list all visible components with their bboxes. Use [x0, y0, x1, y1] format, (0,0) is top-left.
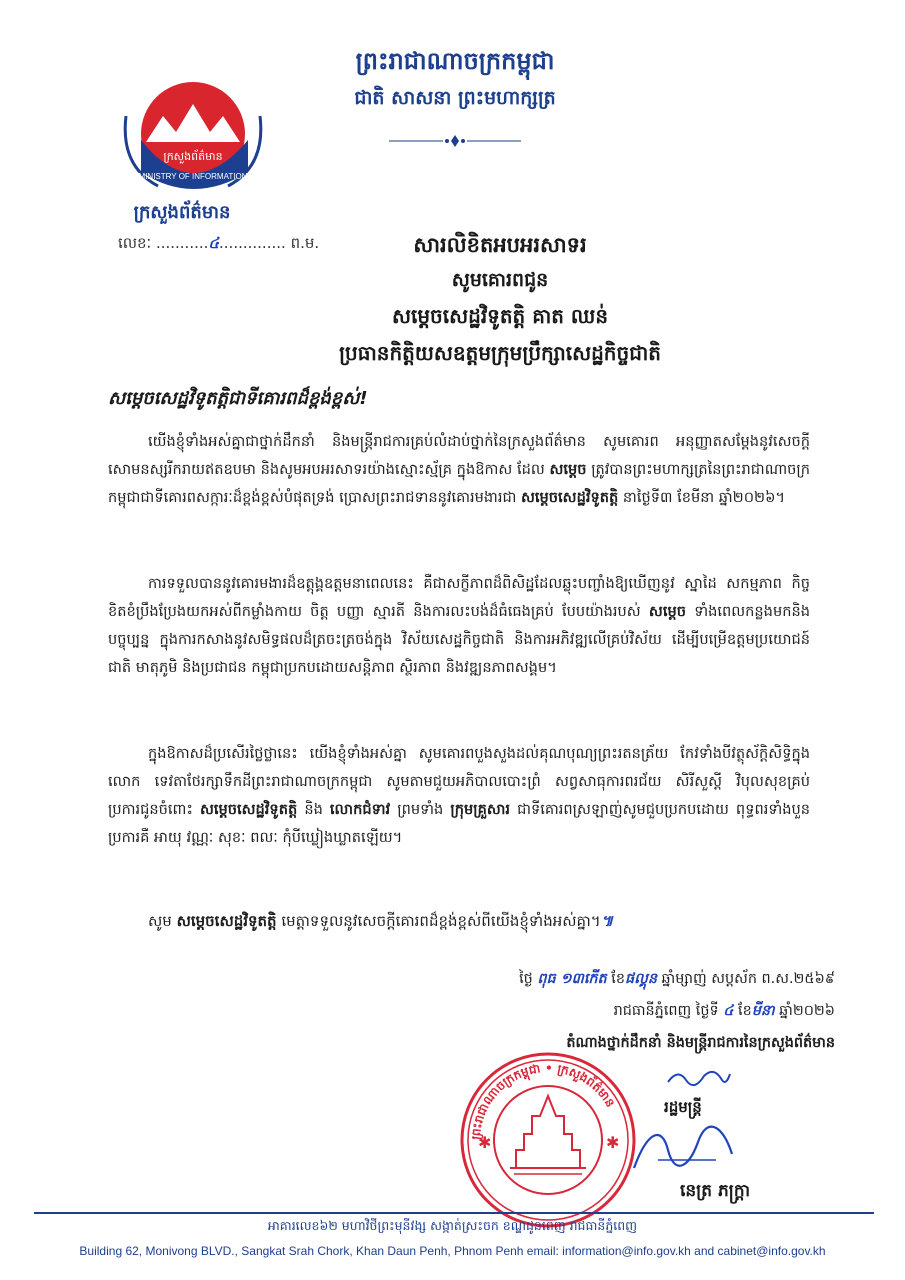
handwritten-signature [628, 1120, 738, 1180]
closing-line [148, 912, 808, 934]
closing-text: មេត្តាទទួលនូវសេចក្តីគោរពដ៏ខ្ពង់ខ្ពស់ពីយើងខ្ញុំទាំងអស់គ្នា។ [281, 912, 601, 930]
signature-mark [664, 1064, 734, 1090]
bold-term: សម្តេចសេដ្ឋវិទូតត្តិ [521, 489, 619, 506]
ministry-name: ក្រសួងព័ត៌មាន [133, 202, 231, 223]
paragraph-text: ក្នុងឱកាសដ៏ប្រសើរថ្លៃថ្លានេះ យើងខ្ញុំទាំងអស់គ្នា សូមគោរពបួងសួងដល់គុណបុណ្យព្រះរតនត្រ័យ កែវទាំងបីវត្ថុស័ក្តិសិទ្ធិក្នុងលោក ទេវតាថែរក្សាទឹកដីព្រះរាជាណាចក្រកម្ពុជា សូមតាមជួយអភិបាលបោះព្រំ សព្វសាធុការពរជ័យ សិរីសួស្តី វិបុលសុខគ្រប់ប្រការជូនចំពោះ [108, 745, 810, 818]
paragraph-text: និង [304, 801, 323, 818]
ref-dots: .............. [219, 234, 286, 252]
handwritten-date: ៤ [723, 1003, 734, 1019]
recipient-position: ប្រធានកិត្តិយសឧត្តមក្រុមប្រឹក្សាសេដ្ឋកិច្ចជាតិ [339, 341, 661, 365]
handwritten-date: ផល្គុន [624, 971, 657, 987]
bold-term: សម្តេចសេដ្ឋវិទូតត្តិ [176, 912, 277, 930]
bold-term: ក្រុមគ្រួសារ [450, 801, 510, 818]
date-text: ខែ [738, 1003, 752, 1019]
date-text: រាជធានីភ្នំពេញ ថ្ងៃទី [613, 1003, 719, 1019]
official-stamp [458, 1050, 638, 1230]
paragraph-achievements [108, 570, 810, 682]
ref-dots: ........... [155, 234, 209, 252]
letter-title: សារលិខិតអបអរសាទរ [413, 233, 587, 257]
handwritten-date: មីនា [751, 1003, 775, 1019]
svg-text:ព្រះរាជាណាចក្រកម្ពុជា • ក្រសួង [469, 1061, 618, 1141]
paragraph-blessings [108, 740, 810, 852]
paragraph-text: យើងខ្ញុំទាំងអស់គ្នាជាថ្នាក់ដឹកនាំ និងមន្ត្រីរាជការគ្រប់លំដាប់ថ្នាក់នៃក្រសួងព័ត៌មាន សូមគោរព អនុញ្ញាតសម្តែងនូវសេចក្តីសោមនស្សរីករាយឥតឧបមា និងសូមអបអរសាទរយ៉ាងស្មោះស្ម័គ្រ ក្នុងឱកាស ដែល [108, 433, 810, 478]
paragraph-text: ត្រូវបានព្រះមហាក្សត្រនៃព្រះរាជាណាចក្រកម្ពុជាជាទីគោរពសក្ការៈដ៏ខ្ពង់ខ្ពស់បំផុតទ្រង់ ប្រោសព្រះរាជទាននូវគោរមងារជា [108, 461, 811, 506]
ornament-divider [385, 132, 525, 150]
svg-text:✱: ✱ [478, 1133, 492, 1152]
stamp-text: ព្រះរាជាណាចក្រកម្ពុជា • ក្រសួងព័ត៌មាន [468, 1060, 618, 1141]
ref-suffix: ព.ម. [290, 234, 320, 252]
bold-term: លោកជំទាវ [329, 801, 391, 818]
kingdom-heading: ព្រះរាជាណាចក្រកម្ពុជា [355, 47, 555, 75]
ministry-logo [118, 76, 268, 196]
handwritten-date: ពុធ ១៣កើត [537, 971, 607, 987]
lunar-date [315, 970, 835, 991]
paragraph-text: ទាំងពេលកន្លងមកនិងបច្ចុប្បន្ន ក្នុងការកសាងនូវសមិទ្ធផលដ៏ត្រចះត្រចង់ក្នុង វិស័យសេដ្ឋកិច្ចជាតិ និងការអភិវឌ្ឍលើគ្រប់វិស័យ ដើម្បីបម្រើឧត្តមប្រយោជន៍ជាតិ មាតុភូមិ និងប្រជាជន កម្ពុជាប្រកបដោយសន្តិភាព ស្ថិរភាព និងវឌ្ឍនភាពសង្គម។ [108, 603, 810, 676]
recipient-name: សម្តេចសេដ្ឋវិទូតត្តិ គាត ឈន់ [391, 304, 609, 328]
national-motto: ជាតិ សាសនា ព្រះមហាក្សត្រ [354, 87, 556, 109]
footer-address-en: Building 62, Monivong BLVD., Sangkat Srah Chork, Khan Daun Penh, Phnom Penh email: information@info.gov.kh and cabinet@info.gov.kh [79, 1244, 826, 1258]
footer-address-kh: អាគារលេខ៦២ មហាវិថីព្រះមុនីវង្ស សង្កាត់ស្រះចក ខណ្ឌដូនពេញ រាជធានីភ្នំពេញ [267, 1218, 638, 1233]
paragraph-congratulation [108, 428, 810, 512]
paragraph-text: ការទទួលបាននូវគោរមងារដ៏ឧត្តុង្គឧត្តមនាពេលនេះ គឺជាសក្ខីភាពដ៏ពិសិដ្ឋដែលឆ្លុះបញ្ចាំងឱ្យឃើញនូវ ស្នាដៃ សកម្មភាព កិច្ចខិតខំប្រឹងប្រែងយកអស់ពីកម្លាំងកាយ ចិត្ត បញ្ញា ស្មារតី និងការលះបង់ដ៏ធំធេងគ្រប់ បែបយ៉ាងរបស់ [108, 575, 810, 620]
date-text: ថ្ងៃ [519, 971, 533, 987]
bold-term: សម្តេច [648, 603, 686, 620]
paragraph-text: ព្រមទាំង [397, 801, 444, 818]
footer-divider [34, 1212, 874, 1214]
closing-text: សូម [148, 912, 172, 930]
paragraph-text: នាថ្ងៃទី៣ ខែមីនា ឆ្នាំ២០២៦។ [622, 489, 786, 506]
date-text: ឆ្នាំ២០២៦ [779, 1003, 835, 1019]
ref-label: លេខៈ [118, 234, 152, 252]
on-behalf-line: តំណាងថ្នាក់ដឹកនាំ និងមន្ត្រីរាជការនៃក្រសួងព័ត៌មាន [566, 1035, 835, 1051]
end-mark: ៕ [600, 912, 614, 930]
logo-text-en: MINISTRY OF INFORMATION [138, 172, 248, 181]
ref-number: ៤ [208, 234, 220, 252]
bold-term: សម្តេច [549, 461, 587, 478]
solar-date [315, 1002, 835, 1023]
date-text: ខែ [611, 971, 625, 987]
logo-text-kh: ក្រសួងព័ត៌មាន [163, 150, 223, 163]
signatory-name: នេត្រ ភក្ត្រា [680, 1181, 751, 1201]
paragraph-text: ជាទីគោរពស្រឡាញ់សូមជួបប្រកបដោយ ពុទ្ធពរទាំងបួនប្រការគឺ អាយុ វណ្ណៈ សុខៈ ពលៈ កុំបីឃ្លៀងឃ្លាតឡើយ។ [108, 801, 811, 846]
signatory-title: រដ្ឋមន្ត្រី [664, 1098, 702, 1116]
svg-text:✱: ✱ [606, 1133, 620, 1152]
to-line: សូមគោរពជូន [451, 269, 549, 291]
salutation: សម្តេចសេដ្ឋវិទូតត្តិជាទីគោរពដ៏ខ្ពង់ខ្ពស់! [108, 388, 368, 409]
bold-term: សម្តេចសេដ្ឋវិទូតត្តិ [199, 801, 298, 818]
date-text: ឆ្នាំម្សាញ់ សប្តស័ក ព.ស.២៥៦៩ [661, 971, 835, 987]
